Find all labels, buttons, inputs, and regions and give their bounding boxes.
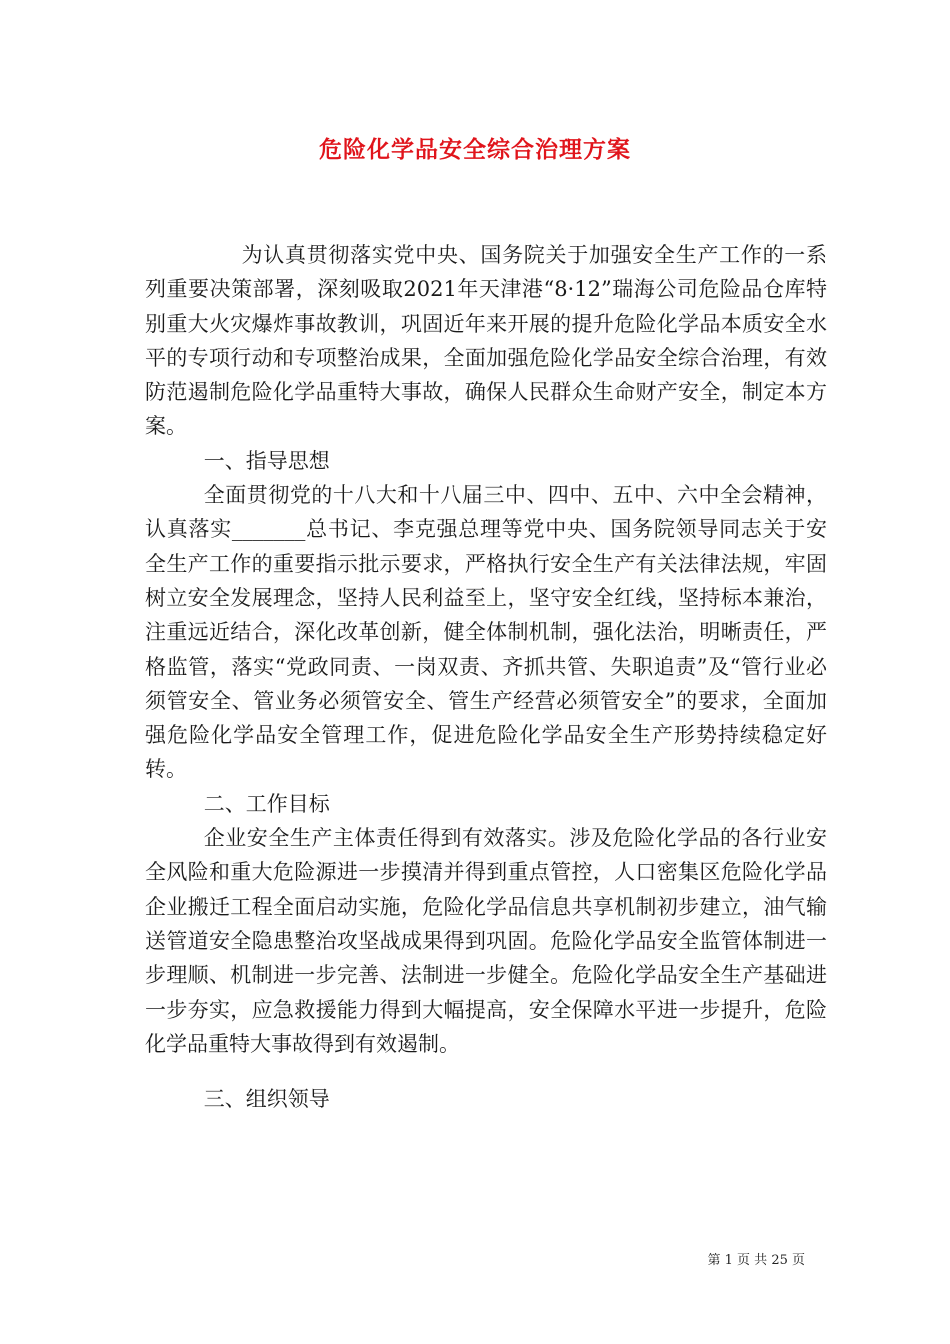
page-number: 第 1 页 共 25 页 (707, 1253, 805, 1268)
document-title: 危险化学品安全综合治理方案 (319, 137, 631, 163)
section-heading-guiding-ideology: 一、指导思想 (203, 448, 330, 473)
document-body (145, 238, 827, 1116)
section-paragraph-guiding-ideology: 全面贯彻党的十八大和十八届三中、四中、五中、六中全会精神，认真落实_______总书记、李克强总理等党中央、国务院领导同志关于安全生产工作的重要指示批示要求，严格执行安全生产有关法律法规，牢固树立安全发展理念，坚持人民利益至上，坚守安全红线，坚持标本兼治，注重远近结合，深化改革创新，健全体制机制，强化法治，明晰责任，严格监管，落实“党政同责、一岗双责、齐抓共管、失职追责”及“管行业必须管安全、管业务必须管安全、管生产经营必须管安全”的要求，全面加强危险化学品安全管理工作，促进危险化学品安全生产形势持续稳定好转。 (145, 483, 827, 782)
intro-paragraph: 为认真贯彻落实党中央、国务院关于加强安全生产工作的一系列重要决策部署，深刻吸取2021年天津港“8·12”瑞海公司危险品仓库特别重大火灾爆炸事故教训，巩固近年来开展的提升危险化学品本质安全水平的专项行动和专项整治成果，全面加强危险化学品安全综合治理，有效防范遏制危险化学品重特大事故，确保人民群众生命财产安全，制定本方案。 (145, 243, 827, 439)
section-heading-work-goals: 二、工作目标 (203, 791, 330, 816)
section-heading-organization: 三、组织领导 (203, 1087, 330, 1112)
section-paragraph-work-goals: 企业安全生产主体责任得到有效落实。涉及危险化学品的各行业安全风险和重大危险源进一步摸清并得到重点管控，人口密集区危险化学品企业搬迁工程全面启动实施，危险化学品信息共享机制初步建立，油气输送管道安全隐患整治攻坚战成果得到巩固。危险化学品安全监管体制进一步理顺、机制进一步完善、法制进一步健全。危险化学品安全生产基础进一步夯实，应急救援能力得到大幅提高，安全保障水平进一步提升，危险化学品重特大事故得到有效遏制。 (145, 826, 827, 1056)
